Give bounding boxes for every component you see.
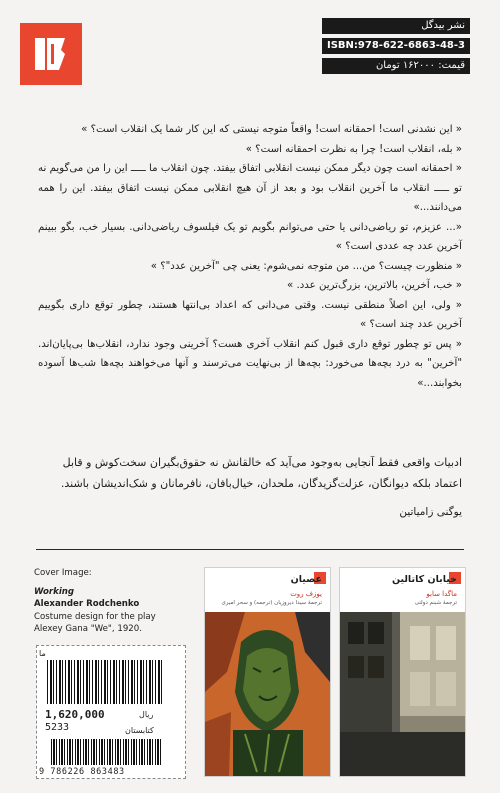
excerpt-paragraph: « ولی، این اصلاً منطقی نیست. وقتی می‌دانی که اعداد بی‌انتها هستند، چطور توقع داری بگوییم آخرین عدد چند است؟ »	[38, 299, 462, 330]
book-cover-image	[340, 612, 465, 776]
author-quote	[38, 452, 462, 523]
cover-label: Cover Image:	[34, 568, 92, 578]
excerpt-paragraph: « بله، انقلاب است! چرا به نظرت احمقانه است؟ »	[245, 143, 462, 155]
quote-author: یوگنی زامیاتین	[399, 506, 462, 518]
barcode-code: 5233	[45, 722, 70, 733]
isbn-digits: 9 786226 863483	[39, 767, 125, 777]
barcode-currency: ریال	[139, 710, 154, 719]
excerpt-paragraph: « خب، آخرین، بالاترین، بزرگ‌ترین عدد. »	[287, 280, 462, 291]
cover-credit	[34, 567, 194, 636]
price-line: قیمت: ۱۶۲۰۰۰ تومان	[322, 58, 470, 74]
book-cover-image	[205, 612, 330, 776]
quote-text: ادبیات واقعی فقط آنجایی به‌وجود می‌آید که خالقانش نه حقوق‌بگیران سخت‌کوش و قابل اعتماد بلکه دیوانگان، عزلت‌گزیدگان، ملحدان، خیال‌بافان، نافرمانان و شک‌اندیشان باشند.	[60, 456, 462, 490]
book-translator: ترجمهٔ شبنم دولتی	[414, 600, 457, 606]
excerpt-paragraph: «... عزیزم، تو ریاضی‌دانی یا حتی می‌توانم بگویم تو یک فیلسوف ریاضی‌دانی. بسیار خب، بگو ببینم آخرین عدد چه عددی است؟ »	[38, 221, 462, 252]
isbn-line: ISBN:978-622-6863-48-3	[322, 38, 470, 54]
publisher-logo-icon	[31, 32, 71, 76]
book-title: عصیان	[290, 574, 322, 585]
excerpt-text	[38, 120, 462, 393]
book-author: ماگدا سابو	[426, 590, 457, 598]
book-author: یوزف روت	[290, 590, 322, 598]
publisher-name: نشر بیدگل	[322, 18, 470, 34]
excerpt-paragraph: « احمقانه است چون دیگر ممکن نیست انقلابی اتفاق بیفتد. چون انقلاب ما ـــــ این را من می‌گویم نه تو ـــــ انقلاب ما آخرین انقلاب بود و بعد از آن هیچ انقلابی ممکن نیست اتفاق بیفتد. این را همه می‌دانند...»	[38, 163, 462, 213]
publisher-logo	[20, 23, 82, 85]
excerpt-paragraph: « این نشدنی است! احمقانه است! واقعاً متوجه نیستی که این کار شما یک انقلاب است؟ »	[81, 124, 462, 135]
cover-artist: Alexander Rodchenko	[34, 599, 140, 609]
excerpt-paragraph: « پس تو چطور توقع داری قبول کنم انقلاب آخری هست؟ آخرینی وجود ندارد، انقلاب‌ها بی‌پایان‌اند. "آخرین" به درد بچه‌ها می‌خورد: بچه‌ها از بی‌نهایت می‌ترسند و آنها می‌خواهند بچه‌ها شب‌ها آسوده بخوابند...»	[38, 338, 462, 389]
cover-description: Costume design for the play	[34, 611, 156, 622]
cover-description: Alexey Gana "We", 1920.	[34, 624, 142, 634]
barcode-store: کتابستان	[125, 726, 154, 735]
isbn-barcode-icon	[51, 739, 161, 765]
book-cover-catalin-street	[339, 567, 466, 777]
barcode-price: 1,620,000	[45, 708, 105, 721]
barcode-top-label: ما	[39, 649, 46, 658]
excerpt-paragraph: « منظورت چیست؟ من... من متوجه نمی‌شوم: یعنی چی "آخرین عدد"؟ »	[150, 260, 462, 272]
cover-work-title: Working	[34, 586, 75, 597]
divider	[36, 549, 464, 550]
barcode-icon	[47, 660, 163, 704]
publisher-info	[322, 18, 470, 78]
book-translator: ترجمهٔ سیدا دیروزیان (ترجمه) و سحر امیری	[221, 600, 322, 606]
book-cover-rebellion	[204, 567, 331, 777]
book-title: خیابان کاتالین	[391, 574, 457, 585]
barcode-sticker	[36, 645, 186, 779]
